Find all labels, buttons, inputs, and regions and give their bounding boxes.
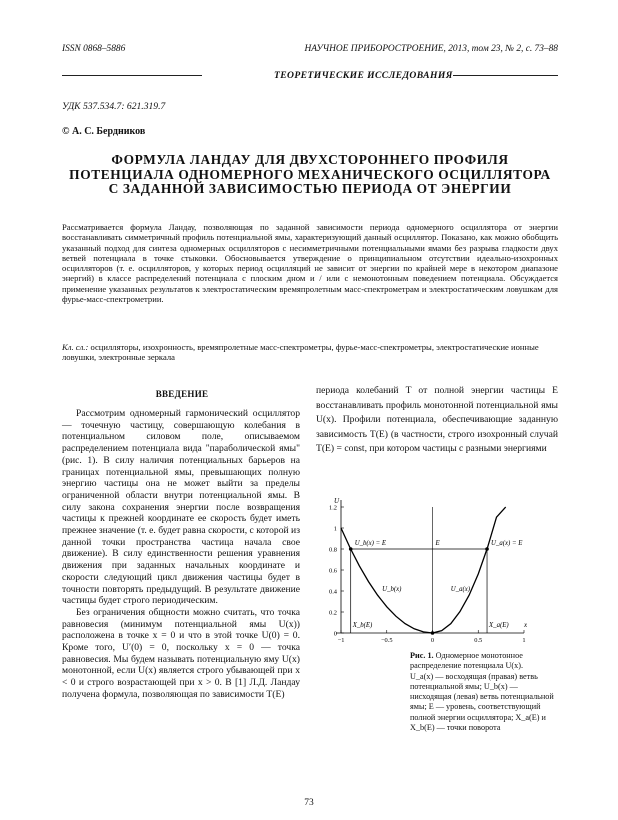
- data-point: [485, 547, 489, 551]
- annotation: E: [435, 540, 440, 547]
- title-line-1: ФОРМУЛА ЛАНДАУ ДЛЯ ДВУХСТОРОННЕГО ПРОФИЛЯ: [111, 152, 509, 167]
- paper-title: [62, 153, 558, 197]
- right-column-text: периода колебаний T от полной энергии частицы E восстанавливать профиль монотонной потенциальной ямы U(x). Профили потенциала, обеспечивающие заданную зависимость T(E) (в частности, строго изохронный случай T(E) = const, при котором частицы с разными энергиями: [316, 385, 558, 455]
- y-tick-label: 1: [333, 525, 337, 533]
- caption-body: U_a(x) — восходящая (правая) ветвь потенциальной ямы; U_b(x) — нисходящая (левая) ветвь потенциальной ямы; E — уровень, соответствующий полной энергии осциллятора; X_a(E) и X_b(E) — точки поворота: [410, 671, 554, 733]
- annotation: U_b(x) = E: [354, 540, 387, 547]
- journal-citation: НАУЧНОЕ ПРИБОРОСТРОЕНИЕ, 2013, том 23, № 2, с. 73–88: [304, 44, 558, 54]
- title-line-3: С ЗАДАННОЙ ЗАВИСИМОСТЬЮ ПЕРИОДА ОТ ЭНЕРГИИ: [108, 181, 512, 197]
- y-tick-label: 0.6: [329, 567, 337, 575]
- caption-label: Рис. 1.: [410, 651, 434, 660]
- abstract: Рассматривается формула Ландау, позволяющая по заданной зависимости периода одномерного осциллятора от энергии восстанавливать симметричный профиль потенциальной ямы, характеризующий данный осциллятор. Показано, как можно обобщить указанный подход для синтеза одномерных осцилляторов с несимметричными потенциальными ямами без разрыва гладкости двух ветвей потенциала в точке стыковки. Обосновывается утверждение о принципиальном отсутствии идеально-изохронных осцилляторов (т. е. осцилляторов, у которых период осцилляций не зависит от энергии по крайней мере в некотором диапазоне энергий) в классе распределений потенциала с плоским дном и / или с немонотонным поведением потенциала. Обсуждается применение указанных результатов к электростатическим времяпролетным масс-спектрометрам и электростатическим ловушкам для фурье-масс-спектрометрии.: [62, 222, 558, 305]
- x-tick-label: −0.5: [380, 637, 393, 644]
- data-point: [431, 631, 435, 635]
- annotation: U_a(x) = E: [491, 540, 523, 547]
- x-axis-label: x: [524, 621, 528, 629]
- annotation: U_b(x): [382, 586, 402, 593]
- left-column: [62, 408, 300, 701]
- y-tick-label: 0.2: [329, 609, 337, 617]
- annotation: U_a(x): [450, 586, 471, 593]
- section-title: ТЕОРЕТИЧЕСКИЕ ИССЛЕДОВАНИЯ: [274, 70, 453, 81]
- issn: ISSN 0868–5886: [62, 44, 126, 54]
- caption-title: Одномерное монотонное распределение потенциала U(x).: [410, 651, 524, 671]
- y-tick-label: 1.2: [329, 504, 337, 512]
- y-tick-label: 0.4: [329, 588, 337, 596]
- intro-heading: ВВЕДЕНИЕ: [155, 389, 209, 399]
- y-tick-label: 0.8: [329, 546, 337, 554]
- keywords-text: осцилляторы, изохронность, времяпролетные масс-спектрометры, фурье-масс-спектрометры, электростатические ионные ловушки, электронные зеркала: [62, 342, 539, 363]
- title-line-2: ПОТЕНЦИАЛА ОДНОМЕРНОГО МЕХАНИЧЕСКОГО ОСЦИЛЛЯТОРА: [69, 166, 551, 182]
- series-line: [433, 507, 506, 633]
- keywords: [62, 342, 558, 363]
- annotation: X_a(E): [489, 622, 509, 629]
- x-tick-label: 0.5: [474, 637, 483, 644]
- x-tick-label: 0: [430, 637, 435, 644]
- data-point: [349, 547, 353, 551]
- figure-caption: [410, 651, 558, 733]
- author: © А. С. Бердников: [62, 126, 146, 137]
- annotation: X_b(E): [352, 622, 373, 629]
- y-axis-label: U: [333, 497, 339, 505]
- figure-1-chart: [318, 494, 558, 654]
- x-tick-label: 1: [522, 637, 526, 644]
- keywords-label: Кл. сл.:: [62, 342, 89, 352]
- intro-paragraph-2: Без ограничения общности можно считать, что точка равновесия (минимум потенциальной ямы U(x)) расположена в точке x = 0 и что в этой точке U(0) = 0. Кроме того, U′(0) = 0, поскольку x = 0 — точка равновесия. Мы будем называть потенциальную яму U(x) монотонной, если U(x) является строго убывающей при x < 0 и строго возрастающей при x > 0. В [1] Л.Д. Ландау получена формула, позволяющая по зависимости T(E): [62, 606, 300, 700]
- page-number: 73: [304, 798, 314, 808]
- y-tick-label: 0: [333, 630, 337, 638]
- intro-paragraph-1: Рассмотрим одномерный гармонический осциллятор — точечную частицу, совершающую колебания в потенциальном силовом поле, описываемом распределением потенциала вида "параболической ямы" (рис. 1). В силу наличия потенциальных барьеров на границах потенциальной ямы, превышающих полную энергию частицы она не может выйти за пределы ограниченной области внутри потенциальной ямы. В силу закона сохранения энергии после возвращения частицы к прежней координате ее скорость будет иметь прежнее значение (т. е. будет равна скорости, с которой из данной точки пространства частица начала свое движение). В силу единственности решения уравнения движения при заданных начальных координате и скорости следующий цикл движения частицы будет в точности повторять предыдущий. В результате движение частицы будет строго периодическим.: [62, 408, 300, 607]
- udk: УДК 537.534.7: 621.319.7: [62, 101, 166, 112]
- x-tick-label: −1: [337, 637, 345, 644]
